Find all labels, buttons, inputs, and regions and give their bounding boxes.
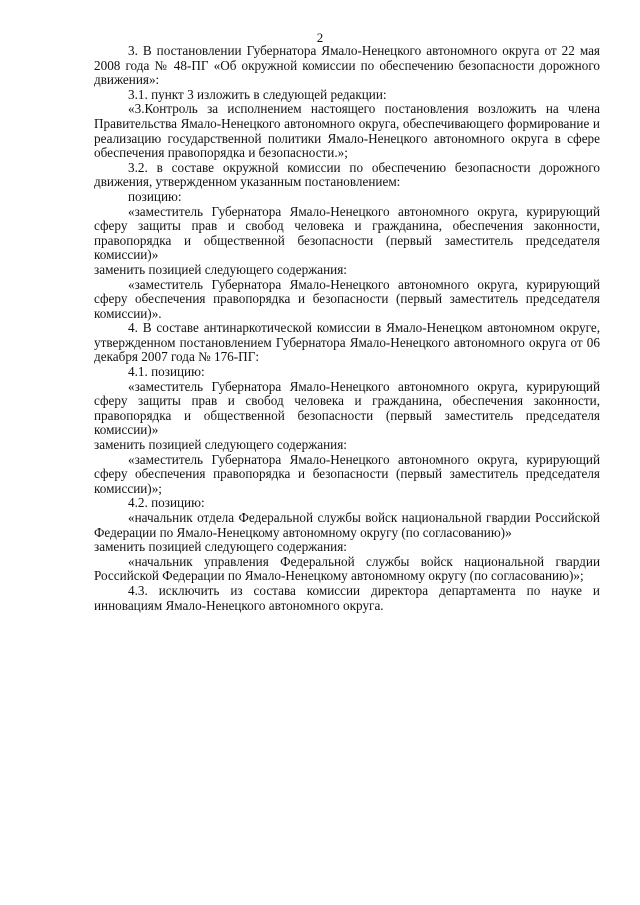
document-paragraph: «заместитель Губернатора Ямало-Ненецкого автономного округа, курирующий сферу защиты прав и свобод человека и гражданина, обеспечения законности, правопорядка и общественной безопасности (первый заместитель председателя комиссии)» — [94, 203, 600, 263]
document-paragraph: 4.2. позицию: — [128, 495, 205, 511]
document-paragraph: «начальник управления Федеральной службы войск национальной гвардии Российской Федерации по Ямало-Ненецкому автономному округу (по согласованию)»; — [94, 553, 600, 584]
document-paragraph: «3.Контроль за исполнением настоящего постановления возложить на члена Правительства Ямало-Ненецкого автономного округа, обеспечивающего формирование и реализацию государственной политики Ямало-Ненецкого автономного округа в сфере обеспечения правопорядка и безопасности.»; — [94, 101, 600, 161]
document-paragraph: 4.3. исключить из состава комиссии директора департамента по науке и инновациям Ямало-Ненецкого автономного округа. — [94, 582, 600, 613]
document-paragraph: позицию: — [128, 188, 182, 204]
page-number: 2 — [316, 30, 324, 45]
document-paragraph: заменить позицией следующего содержания: — [94, 437, 347, 453]
document-paragraph: заменить позицией следующего содержания: — [94, 539, 347, 555]
document-body — [94, 44, 600, 613]
document-paragraph: «заместитель Губернатора Ямало-Ненецкого автономного округа, курирующий сферу обеспечения правопорядка и безопасности (первый заместитель председателя комиссии)»; — [94, 451, 600, 496]
document-paragraph: «начальник отдела Федеральной службы войск национальной гвардии Российской Федерации по Ямало-Ненецкому автономному округу (по согласованию)» — [94, 510, 600, 540]
document-paragraph: заменить позицией следующего содержания: — [94, 261, 347, 277]
document-paragraph: 3. В постановлении Губернатора Ямало-Ненецкого автономного округа от 22 мая 2008 года № 48-ПГ «Об окружной комиссии по обеспечению безопасности дорожного движения»: — [94, 43, 600, 88]
document-paragraph: 4.1. позицию: — [128, 364, 205, 380]
document-paragraph: 3.1. пункт 3 изложить в следующей редакции: — [128, 86, 387, 102]
document-paragraph: «заместитель Губернатора Ямало-Ненецкого автономного округа, курирующий сферу обеспечения правопорядка и безопасности (первый заместитель председателя комиссии)». — [94, 276, 600, 321]
document-paragraph: «заместитель Губернатора Ямало-Ненецкого автономного округа, курирующий сферу защиты прав и свобод человека и гражданина, обеспечения законности, правопорядка и общественной безопасности (первый заместитель председателя комиссии)» — [94, 378, 600, 438]
document-paragraph: 4. В составе антинаркотической комиссии в Ямало-Ненецком автономном округе, утвержденном постановлением Губернатора Ямало-Ненецкого автономного округа от 06 декабря 2007 года № 176-ПГ: — [94, 320, 600, 365]
document-paragraph: 3.2. в составе окружной комиссии по обеспечению безопасности дорожного движения, утвержденном указанным постановлением: — [94, 159, 600, 190]
